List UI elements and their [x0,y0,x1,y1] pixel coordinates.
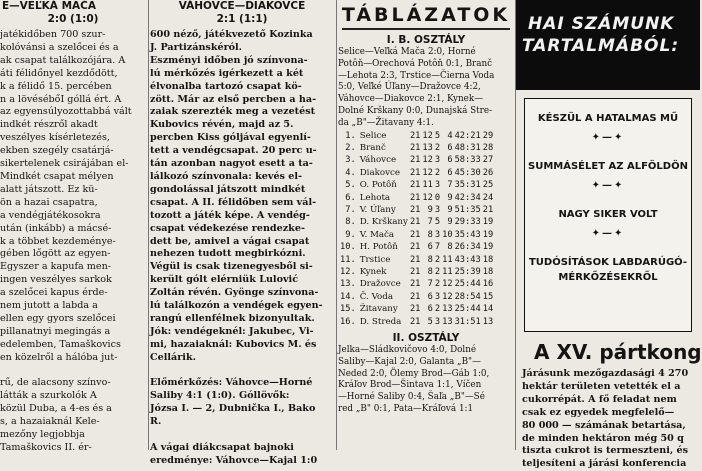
table-cell: 9 [447,205,453,216]
table-row [340,291,495,303]
table-cell: 8 [427,254,433,265]
table-cell: 5. [345,180,356,191]
table-cell: 6 [427,291,433,302]
text-line: rű, de alacsony színvo- [0,377,111,389]
article-headline: VÁHOVCE—DIAKOVCE [178,0,306,12]
text-line: ingen veszélyes sarkok [0,274,112,286]
table-cell: 43:43 [454,254,481,265]
text-line: az egyensúlyozottabbá vált [0,106,132,118]
table-cell: 8 [427,229,433,240]
team-name: Branč [359,142,386,153]
table-cell: 21 [409,242,421,253]
text-line: Végül is csak tizenegyesből si- [150,261,313,273]
text-line: s, a hazaiaknál Kele- [0,416,100,428]
league-heading: I. B. OSZTÁLY [386,34,466,46]
table-cell: 2. [345,142,356,153]
text-line: a szelőcei kapus érde- [0,287,108,299]
text-line: Selice—Veľká Mača 2:0, Horné [338,47,476,57]
text-line: Kráľov Brod—Šintava 1:1, Víčen [338,380,482,391]
table-row [340,216,495,228]
team-name: Dražovce [359,279,401,290]
table-cell: 11 [442,254,453,265]
table-cell: 29:33 [454,217,481,228]
text-line: gondolással játszott mindkét [150,183,306,195]
table-cell: 14. [340,291,356,302]
table-cell: 15. [340,304,356,315]
table-cell: 5 [434,217,441,228]
text-line: Váhovce—Diakovce 2:1, Kynek— [338,94,484,105]
table-cell: 12 [442,291,453,302]
table-cell: 21 [409,142,421,153]
table-cell: 21 [409,254,421,265]
table-cell: 45:30 [454,167,481,178]
table-cell: 4. [345,167,356,178]
table-cell: 3 [434,205,441,216]
text-line: ak csapat találkozójára. A [0,54,126,66]
table-cell: 21 [409,279,421,290]
title-rule [342,28,510,30]
text-line: tett a vendégcsapat. 20 perc u- [150,145,317,157]
table-cell: 26 [482,167,494,178]
table-cell: 21 [409,180,421,191]
table-cell: 13 [442,316,453,327]
text-line: mezőny legjobbja [0,429,85,441]
table-cell: 42:34 [454,192,481,203]
table-cell: 21 [409,267,421,278]
text-line: Dolné Krškany 0:0, Dunajská Stre- [338,105,493,116]
team-name: Č. Voda [359,291,394,302]
table-cell: 11 [442,267,453,278]
table-cell: 5 [434,130,441,141]
text-line: R. [150,416,162,428]
table-cell: 11 [422,180,433,191]
table-cell: 25:39 [454,267,481,278]
text-line: jatékidőben 700 szur- [0,29,106,40]
table-cell: 25:44 [454,279,481,290]
table-cell: 11. [340,254,356,265]
table-row [340,154,495,166]
table-row [340,278,495,290]
article-selice-mača [0,0,146,453]
column-rule [148,0,149,450]
text-line: Egyszer a kapufa men- [0,261,111,273]
contents-item: NAGY SIKER VOLT [558,209,658,220]
text-line: Józsa I. — 2, Dubnička I., Bako [150,403,316,415]
text-line: Mindkét csapat mélyen [0,170,114,182]
article-váhovce-diakovce [150,0,334,466]
table-cell: 9. [345,229,356,240]
text-line: J. Partizánskéról. [150,41,243,53]
text-line: közül Duba, a 4-es és a [0,403,112,415]
text-line: de minden hektáron még 50 q [522,432,684,444]
table-cell: 2 [434,267,441,278]
text-line: percben Kiss góljával egyenlí- [150,132,311,144]
table-cell: 7. [345,205,356,216]
text-line: élvonalba tartozó csapat kö- [150,80,302,92]
table-cell: 19 [482,229,494,240]
table-row [340,167,495,179]
table-cell: 1. [345,130,356,141]
text-line: nehezen tudott megbirkózni. [150,248,306,260]
team-name: H. Potôň [359,242,398,253]
table-row [340,179,495,191]
table-cell: 13 [442,304,453,315]
table-cell: 2 [434,167,441,178]
table-cell: 7 [427,279,433,290]
table-cell: 6 [427,304,433,315]
contents-box [524,98,692,332]
text-line: gében lőgött az egyen- [0,248,111,260]
table-cell: 19 [482,217,494,228]
text-line: került gólt elérniük Lulović [150,274,299,286]
text-line: veszélyes kísérletezés, [0,132,110,144]
text-line: tiszta cukrot is termeszteni, és [522,445,689,457]
text-line: indkét részről akadt [0,119,98,131]
text-line: en közelről a hálóba jut- [0,351,118,363]
table-cell: 12 [422,130,433,141]
text-line: lú találkozón a vendégek egyen- [150,300,323,312]
table-cell: 9 [447,192,453,203]
standings-table [340,130,495,329]
text-line: után (inkább) a mácsé- [0,222,112,234]
table-cell: 24 [482,192,494,203]
results-text [338,345,514,416]
section-title: TÁBLÁZATOK [341,4,511,26]
table-cell: 3. [345,155,356,166]
text-line: pillanatnyi megingás a [0,325,111,337]
text-line: eredménye: Váhovce—Kajal 1:0 [150,454,318,466]
table-cell: 10 [442,229,453,240]
table-cell: 5 [427,316,433,327]
text-line: Saliby 4:1 (1:0). Góllövők: [150,390,290,402]
text-line: sikertelenek csirájában el- [0,158,129,170]
promo-column [516,0,702,470]
table-row [340,192,495,204]
contents-item: SUMMÁSÉLET AZ ALFÖLDÖN [528,161,688,172]
table-cell: 13 [422,142,433,153]
table-cell: 6. [345,192,356,203]
team-name: D. Krškany [359,217,408,228]
text-line: Cellárik. [150,351,196,363]
table-cell: 7 [427,217,433,228]
table-cell: 4 [447,130,453,141]
team-name: Trstice [359,254,391,265]
text-line: Neded 2:0, Ölemy Brod—Gáb 1:0, [338,368,490,379]
team-name: Kynek [359,267,387,278]
text-line: ellen egy gyors szelőcei [0,312,116,324]
table-cell: 7 [447,180,453,191]
team-name: Lehota [359,192,391,203]
league-heading: II. OSZTÁLY [392,332,460,345]
text-line: 5:0, Veľké Úľany—Dražovce 4:2, [338,82,481,93]
table-cell: 12 [422,192,433,203]
contents-item: KÉSZÜL A HATALMAS MŰ [537,113,679,124]
text-line: a vendégjátékosokra [0,209,101,221]
text-line: Előmérkőzés: Váhovce—Horné [150,377,313,389]
table-cell: 8. [345,217,356,228]
text-line: red „B" 0:1, Pata—Kráľová 1:1 [338,404,474,415]
text-line: edelemben, Tamaškovics [0,338,121,350]
standings-section [338,0,514,450]
table-row [340,204,495,216]
text-line: 80 000 — számának betartása, [522,419,686,431]
text-line: látták a szurkolók A [0,390,97,402]
table-cell: 12 [422,155,433,166]
text-line: lálkozó színvonala: kevés el- [150,170,303,182]
article-score: 2:1 (1:1) [216,12,268,25]
text-line: ön a hazai csapatra, [0,196,98,208]
contents-item: TUDÓSÍTÁSOK LABDARÚGÓ- [528,257,688,268]
table-cell: 0 [434,192,441,203]
text-line: —Horné Saliby 0:4, Šaľa „B"—Sé [338,392,485,403]
table-cell: 10. [340,242,356,253]
table-cell: 25:44 [454,304,481,315]
table-cell: 6 [447,142,453,153]
banner-line: HAI SZÁMUNK [528,14,675,34]
team-name: D. Streda [359,316,402,327]
table-cell: 25 [482,180,494,191]
text-line: Eszményi időben jó színvona- [150,54,308,66]
text-line: nem jutott a labda a [0,300,98,312]
table-cell: 3 [434,291,441,302]
text-line: A vágai diákcsapat bajnoki [150,442,294,453]
text-line [0,365,146,378]
table-row [340,241,495,253]
text-line: lú mérkőzés igérkezett a két [150,67,304,79]
table-cell: 9 [427,205,433,216]
table-cell: 21 [482,205,494,216]
table-cell: 35:43 [454,229,481,240]
text-line: —Lehota 2:3, Trstice—Čierna Voda [338,70,495,81]
table-cell: 28 [482,142,494,153]
table-cell: 2 [434,304,441,315]
text-line: mi, hazaiaknál: Kubovics M. és [150,338,317,350]
table-cell: 21 [409,316,421,327]
table-cell: 42:21 [454,130,481,141]
text-line: k a félidő 15. percében [0,80,112,92]
text-line: hektár területen vetették el a [522,380,681,392]
text-line: cukorrépát. A fő feladat nem [522,393,677,405]
article-body [150,29,334,468]
text-line: Járásunk mezőgazdasági 4 270 [522,368,689,379]
article-headline: A XV. pártkong [534,340,702,364]
table-cell: 16 [482,279,494,290]
text-line: 600 néző, játékvezető Kozinka [150,29,313,40]
table-row [340,142,495,154]
table-cell: 21 [409,291,421,302]
table-row [340,254,495,266]
text-line: ekben szegély csatárjá- [0,145,114,157]
table-cell: 12. [340,267,356,278]
banner-line: TARTALMÁBÓL: [522,36,680,56]
table-cell: 8 [427,267,433,278]
text-line: Saliby—Kajal 2:0, Galanta „B"— [338,356,481,367]
contents-item: MÉRKŐZÉSEKRŐL [558,272,658,283]
table-cell: 6 [427,242,433,253]
table-cell: 2 [434,142,441,153]
table-cell: 16. [340,316,356,327]
table-row [340,130,495,142]
table-cell: 28:54 [454,291,481,302]
table-cell: 18 [482,267,494,278]
table-cell: 19 [482,242,494,253]
team-name: V. Úľany [359,205,396,216]
divider-ornament: ✦—✦ [591,180,625,191]
text-line: csapat védekezése rendezke- [150,222,305,234]
text-line: Potôň—Orechová Potôň 0:1, Branč [338,58,493,69]
divider-ornament: ✦—✦ [591,228,625,239]
text-line: tán azonban nagyot esett a ta- [150,158,313,170]
table-cell: 7 [434,242,441,253]
table-cell: 2 [434,279,441,290]
text-line: rangú ellenfélnek bizonyultak. [150,312,315,324]
table-row [340,266,495,278]
text-line: Kubovics révén, majd az 5. [150,119,294,131]
column-rule [336,0,337,450]
table-row [340,316,495,328]
text-line: csak ez egyedek megfelelő— [522,406,675,418]
text-line: kolóvánsi a szelőcei és a [0,41,119,53]
table-cell: 6 [447,155,453,166]
table-cell: 58:33 [454,155,481,166]
text-line: Tamaškovics II. ér- [0,442,92,453]
table-row [340,303,495,315]
team-name: Váhovce [359,155,397,166]
table-cell: 51:35 [454,205,481,216]
text-line: k a többet kezdeménye- [0,235,116,247]
text-line: alatt játszott. Ez kü- [0,183,98,195]
table-cell: 3 [434,316,441,327]
table-cell: 12 [422,167,433,178]
table-cell: 8 [447,242,453,253]
table-cell: 21 [409,304,421,315]
table-cell: 3 [434,155,441,166]
article-body [516,364,700,471]
text-line: csapat. A II. félidőben sem vál- [150,196,317,208]
table-cell: 35:31 [454,180,481,191]
table-cell: 6 [447,167,453,178]
table-cell: 12 [442,279,453,290]
team-name: Diakovce [359,167,401,178]
text-line [150,365,334,378]
table-cell: 29 [482,130,494,141]
table-cell: 21 [409,167,421,178]
results-text [338,47,514,130]
article-score: 2:0 (1:0) [47,12,99,25]
table-cell: 27 [482,155,494,166]
article-headline: E—VEĽKÁ MAČA [2,0,96,12]
table-cell: 15 [482,291,494,302]
text-line: dett be, amivel a vágai csapat [150,235,310,247]
text-line: zaiak szerezték meg a vezetést [150,106,316,118]
article-body [0,29,146,455]
table-cell: 9 [447,217,453,228]
table-cell: 21 [409,192,421,203]
table-cell: 21 [409,205,421,216]
table-cell: 21 [409,130,421,141]
team-name: Žitavany [359,304,398,315]
table-cell: 3 [434,229,441,240]
table-cell: 13 [482,316,494,327]
text-line: teljesíteni a járási konferencia [522,458,687,470]
table-cell: 21 [409,229,421,240]
table-cell: 48:31 [454,142,481,153]
text-line: áti félidőnyel kezdődött, [0,67,118,79]
text-line: zött. Már az első percben a ha- [150,93,317,105]
promo-banner [516,0,700,90]
table-cell: 21 [409,155,421,166]
divider-ornament: ✦—✦ [591,132,625,143]
team-name: O. Potôň [359,180,397,191]
team-name: Selice [359,130,387,141]
table-cell: 18 [482,254,494,265]
text-line: Jelka—Sládkovičovo 4:0, Dolné [338,345,477,356]
table-cell: 2 [434,254,441,265]
table-cell: 26:34 [454,242,481,253]
table-cell: 14 [482,304,494,315]
table-cell: 31:51 [454,316,481,327]
table-row [340,229,495,241]
text-line: n a lövésébőI góllá ért. A [0,93,122,105]
text-line: Jók: vendégeknél: Jakubec, Vi- [150,325,314,337]
table-cell: 13. [340,279,356,290]
text-line [150,429,334,442]
text-line: Zoltán révén. Gyönge színvona- [150,287,319,299]
text-line: tozott a játék képe. A vendég- [150,209,310,221]
table-cell: 3 [434,180,441,191]
text-line: da „B"—Žitavany 4:1. [338,117,434,128]
table-cell: 21 [409,217,421,228]
team-name: V. Mača [359,229,395,240]
